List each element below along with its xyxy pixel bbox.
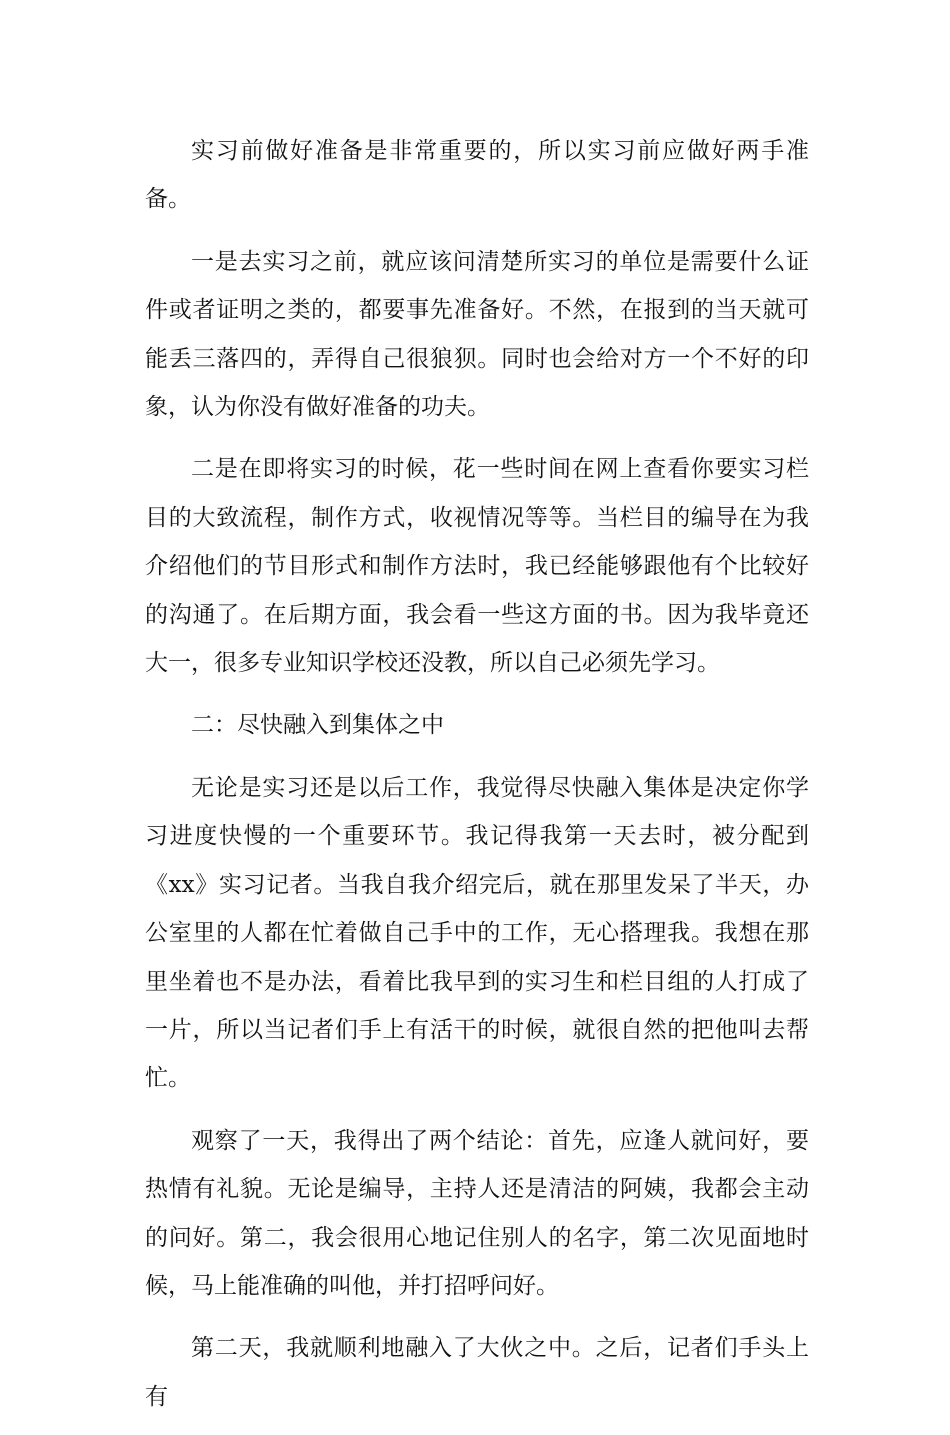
paragraph-second-day: 第二天，我就顺利地融入了大伙之中。之后，记者们手头上有 [145, 1335, 809, 1410]
paragraph-preparation-intro: 实习前做好准备是非常重要的，所以实习前应做好两手准备。 [145, 138, 809, 213]
paragraph-observation: 观察了一天，我得出了两个结论：首先，应逢人就问好，要热情有礼貌。无论是编导，主持人还是清洁的阿姨，我都会主动的问好。第二，我会很用心地记住别人的名字，第二次见面地时候，马上能准确的叫他，并打招呼问好。 [145, 1127, 809, 1299]
paragraph-second-preparation: 二是在即将实习的时候，花一些时间在网上查看你要实习栏目的大致流程，制作方式，收视情况等等。当栏目的编导在为我介绍他们的节目形式和制作方法时，我已经能够跟他有个比较好的沟通了。在后期方面，我会看一些这方面的书。因为我毕竟还大一，很多专业知识学校还没教，所以自己必须先学习。 [145, 456, 809, 677]
paragraph-integration: 无论是实习还是以后工作，我觉得尽快融入集体是决定你学习进度快慢的一个重要环节。我记得我第一天去时，被分配到《xx》实习记者。当我自我介绍完后，就在那里发呆了半天，办公室里的人都在忙着做自己手中的工作，无心搭理我。我想在那里坐着也不是办法，看着比我早到的实习生和栏目组的人打成了一片，所以当记者们手上有活干的时候，就很自然的把他叫去帮忙。 [145, 774, 809, 1092]
paragraph-first-preparation: 一是去实习之前，就应该问清楚所实习的单位是需要什么证件或者证明之类的，都要事先准备好。不然，在报到的当天就可能丢三落四的，弄得自己很狼狈。同时也会给对方一个不好的印象，认为你没有做好准备的功夫。 [145, 248, 809, 421]
body-text [145, 127, 809, 1435]
section-heading-integration: 二：尽快融入到集体之中 [191, 712, 444, 739]
